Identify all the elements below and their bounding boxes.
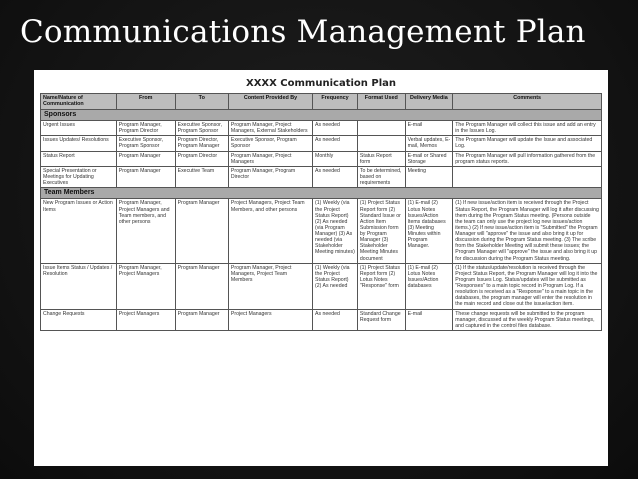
table-cell: Program Manager: [175, 309, 228, 330]
table-cell: Program Manager: [116, 151, 175, 166]
table-cell: Executive Sponsor, Program Sponsor: [116, 136, 175, 151]
table-cell: (1) Weekly (via the Project Status Report) (2) As needed: [313, 263, 358, 309]
table-body: [41, 109, 602, 330]
table-row: [41, 136, 602, 151]
table-row: [41, 121, 602, 136]
table-cell: Issue Items Status / Updates / Resolution: [41, 263, 117, 309]
column-header: Delivery Media: [405, 94, 453, 110]
table-row: [41, 309, 602, 330]
table-cell: Program Manager: [175, 263, 228, 309]
table-cell: Program Manager, Project Managers, External Stakeholders: [228, 121, 312, 136]
table-cell: Program Manager, Project Managers: [228, 151, 312, 166]
table-cell: E-mail: [405, 309, 453, 330]
table-row: [41, 151, 602, 166]
table-cell: The Program Manager will collect this issue and add an entry in the Issues Log.: [453, 121, 602, 136]
communication-plan-table: [40, 93, 602, 331]
table-cell: (1) If the status/update/resolution is received through the Project Status Report, the Program Manager will log it into the Program Issues Log. Status/updates will be submitted as "Responses" to a main topic record in Program Log. If a resolution is received as a "Response" to a main topic in the databases, the program manager will enter the resolution in the main record and close out the issue/action item.: [453, 263, 602, 309]
table-cell: Program Manager, Program Director: [228, 166, 312, 187]
table-cell: (1) E-mail (2) Lotus Notes Issues/Action databases: [405, 263, 453, 309]
table-cell: [453, 166, 602, 187]
table-cell: Status Report: [41, 151, 117, 166]
table-cell: Executive Team: [175, 166, 228, 187]
table-cell: Program Manager, Program Director: [116, 121, 175, 136]
table-cell: Status Report form: [357, 151, 405, 166]
table-cell: Meeting: [405, 166, 453, 187]
document-title: XXXX Communication Plan: [245, 78, 396, 89]
table-cell: Program Manager, Project Managers: [116, 263, 175, 309]
table-cell: Program Manager: [175, 199, 228, 263]
table-cell: Program Manager, Project Managers and Team members, and other persons: [116, 199, 175, 263]
table-cell: (1) Weekly (via the Project Status Report) (2) As needed (via Program Manager) (3) As needed (via Stakeholder Meeting minutes): [313, 199, 358, 263]
table-header-row: [41, 94, 602, 110]
table-cell: Program Manager, Project Managers, Project Team Members: [228, 263, 312, 309]
section-header-team-members: [41, 188, 602, 199]
table-cell: (1) Project Status Report form (2) Standard Issue or Action Item Submission form by Program Manager (3) Stakeholder Meeting Minutes document: [357, 199, 405, 263]
table-row: [41, 199, 602, 263]
section-title: Team Members: [41, 188, 602, 199]
table-cell: As needed: [313, 136, 358, 151]
table-cell: Executive Sponsor, Program Sponsor: [228, 136, 312, 151]
table-cell: The Program Manager will pull information gathered from the program status reports.: [453, 151, 602, 166]
table-cell: The Program Manager will update the Issue and associated Log.: [453, 136, 602, 151]
table-cell: Standard Change Request form: [357, 309, 405, 330]
table-row: [41, 166, 602, 187]
document-image: [34, 70, 608, 466]
table-cell: (1) Project Status Report form (2) Lotus Notes "Response" form: [357, 263, 405, 309]
table-cell: Monthly: [313, 151, 358, 166]
table-cell: Project Managers, Project Team Members, and other persons: [228, 199, 312, 263]
column-header: Format Used: [357, 94, 405, 110]
table-cell: E-mail or Shared Storage: [405, 151, 453, 166]
table-row: [41, 263, 602, 309]
column-header: Name/Nature of Communication: [41, 94, 117, 110]
table-cell: Program Director: [175, 151, 228, 166]
slide-title: Communications Management Plan: [20, 14, 586, 50]
table-cell: Program Director, Program Manager: [175, 136, 228, 151]
table-cell: [357, 121, 405, 136]
section-title: Sponsors: [41, 109, 602, 120]
table-cell: Verbal updates, E-mail, Memos: [405, 136, 453, 151]
table-cell: Project Managers: [116, 309, 175, 330]
column-header: To: [175, 94, 228, 110]
column-header: From: [116, 94, 175, 110]
table-cell: Executive Sponsor, Program Sponsor: [175, 121, 228, 136]
table-cell: These change requests will be submitted to the program manager, discussed at the weekly Program Status meetings, and captured in the control files database.: [453, 309, 602, 330]
table-cell: Special Presentation or Meetings for Updating Executives: [41, 166, 117, 187]
table-cell: Urgent Issues: [41, 121, 117, 136]
table-cell: Issues Updates/ Resolutions: [41, 136, 117, 151]
table-cell: Program Manager: [116, 166, 175, 187]
table-cell: To be determined, based on requirements: [357, 166, 405, 187]
section-header-sponsors: [41, 109, 602, 120]
table-cell: As needed: [313, 309, 358, 330]
column-header: Comments: [453, 94, 602, 110]
table-cell: As needed: [313, 166, 358, 187]
column-header: Content Provided By: [228, 94, 312, 110]
table-cell: [357, 136, 405, 151]
table-cell: New Program Issues or Action Items: [41, 199, 117, 263]
table-cell: (1) E-mail (2) Lotus Notes Issues/Action Items databases (3) Meeting Minutes within Program Manager.: [405, 199, 453, 263]
table-cell: Change Requests: [41, 309, 117, 330]
column-header: Frequency: [313, 94, 358, 110]
table-cell: As needed: [313, 121, 358, 136]
table-cell: E-mail: [405, 121, 453, 136]
table-cell: (1) If new issue/action item is received through the Project Status Report, the Program Manager will log it after discussing them during the Program Status meeting. (Persons outside the team can only use the project log new issues/action items.) (2) If new issue/action item is "Submitted" the Program Manager will "approve" the issue and also bring it up for discussion during the Program Status meeting. (3) The scribe from the Stakeholder Meeting will submit these issues; the Program Manager will "approve" the issue and also bring it up for discussion during the Program Status meeting.: [453, 199, 602, 263]
table-cell: Project Managers: [228, 309, 312, 330]
